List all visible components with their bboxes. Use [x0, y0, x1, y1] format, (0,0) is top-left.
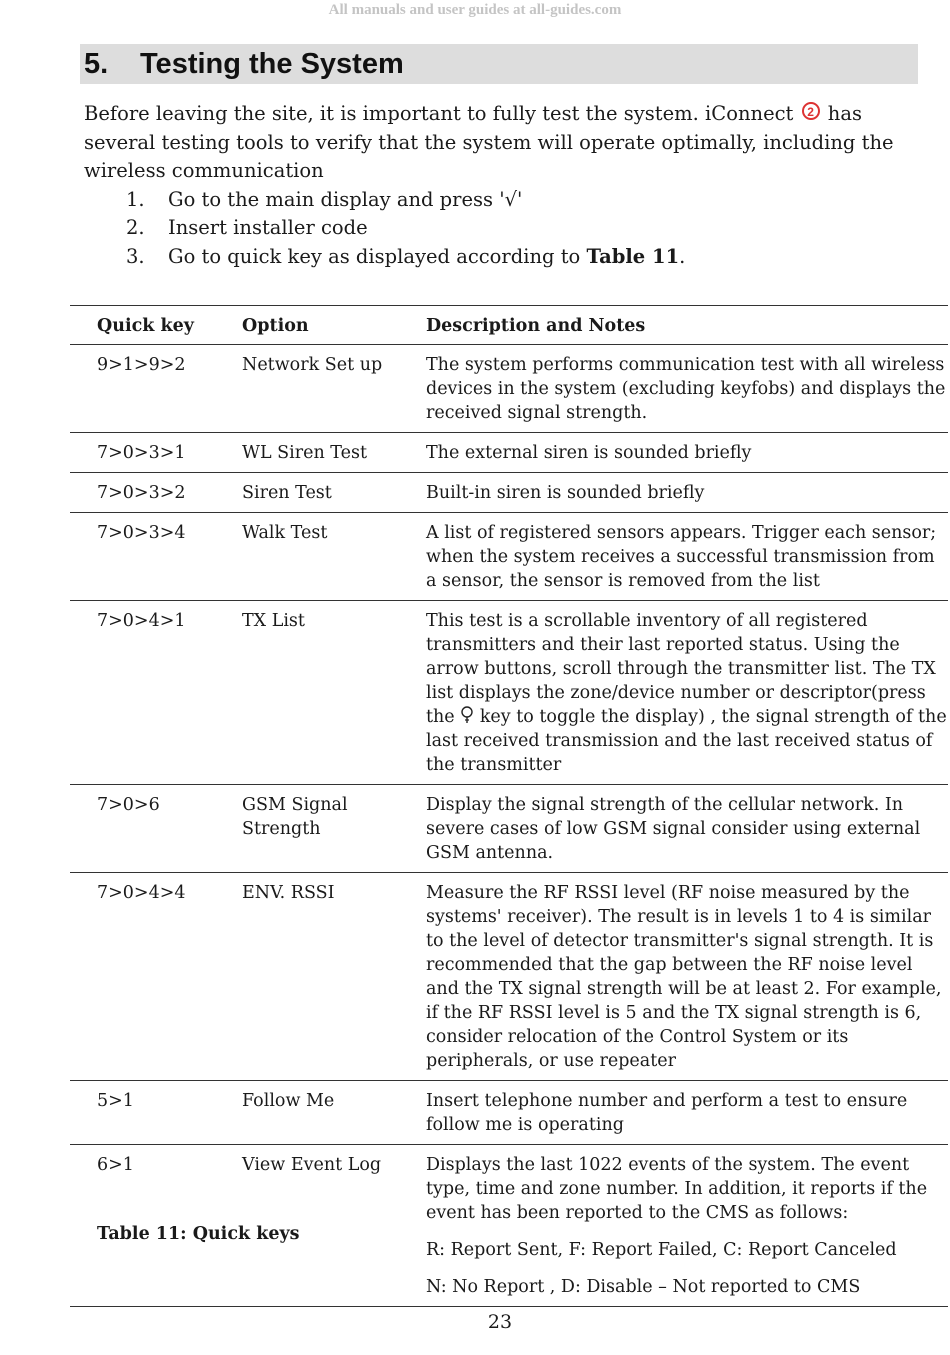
header-option: Option: [242, 316, 309, 336]
header-description: Description and Notes: [426, 316, 646, 336]
cell-quick-key: 6>1: [97, 1155, 134, 1175]
table-header-row: [70, 306, 948, 345]
step-text: Insert installer code: [168, 216, 368, 239]
bulb-key-icon: [460, 706, 474, 724]
step-number: 1.: [126, 187, 145, 211]
cell-quick-key: 7>0>4>1: [97, 611, 186, 631]
intro-text-2: has several testing tools to verify that the system will operate optimally, including the wireless communication: [84, 102, 894, 182]
cell-description: Display the signal strength of the cellular network. In severe cases of low GSM signal consider using external GSM antenna.: [426, 795, 921, 863]
steps-list: [84, 186, 914, 272]
table-caption: Table 11: Quick keys: [97, 1224, 300, 1244]
step-item: [84, 243, 914, 272]
cell-option: Walk Test: [242, 523, 328, 543]
step-text-start: Go to quick key as displayed according to: [168, 244, 587, 268]
cell-description: Measure the RF RSSI level (RF noise measured by the systems' receiver). The result is in levels 1 to 4 is similar to the level of detector transmitter's signal strength. It is recommended that the gap between the RF noise level and the TX signal strength will be at least 2. For example, if the RF RSSI level is 5 and the TX signal strength is 6, consider relocation of the Control System or its peripherals, or use repeater: [426, 883, 942, 1071]
description-line: R: Report Sent, F: Report Failed, C: Report Canceled: [426, 1240, 897, 1260]
step-number: 2.: [126, 216, 145, 239]
quick-keys-table-wrap: [70, 305, 948, 1307]
section-title: Testing the System: [140, 47, 404, 80]
page-number: 23: [487, 1311, 513, 1333]
cell-option: GSM Signal Strength: [242, 795, 348, 839]
iconnect-logo-icon: 2: [802, 102, 820, 120]
cell-description: A list of registered sensors appears. Trigger each sensor; when the system receives a successful transmission from a sensor, the sensor is removed from the list: [426, 523, 937, 591]
intro-text-1: Before leaving the site, it is important to fully test the system. iConnect: [84, 102, 794, 125]
description-text-end: key to toggle the display) , the signal strength of the last received transmission and the last received status of the transmitter: [426, 707, 947, 775]
table-row: [70, 1081, 948, 1145]
intro-paragraph: [84, 100, 914, 186]
cell-quick-key: 7>0>3>2: [97, 483, 186, 503]
cell-quick-key: 9>1>9>2: [97, 355, 186, 375]
cell-option: Siren Test: [242, 483, 332, 503]
cell-description: [426, 601, 948, 785]
cell-quick-key: 5>1: [97, 1091, 134, 1111]
cell-description: The system performs communication test with all wireless devices in the system (excluding keyfobs) and displays the received signal strength.: [426, 355, 946, 423]
step-item: [84, 186, 914, 215]
table-row: [70, 601, 948, 785]
table-row: [70, 433, 948, 473]
cell-description: Built-in siren is sounded briefly: [426, 483, 705, 503]
cell-option: WL Siren Test: [242, 443, 367, 463]
table-row: [70, 345, 948, 433]
description-line: N: No Report , D: Disable – Not reported to CMS: [426, 1277, 861, 1297]
cell-option: Network Set up: [242, 355, 383, 375]
step-number: 3.: [126, 244, 145, 268]
cell-quick-key: 7>0>3>1: [97, 443, 186, 463]
table-reference: Table 11: [586, 244, 680, 268]
step-text-end: .: [679, 244, 686, 268]
step-item: [84, 214, 914, 243]
cell-quick-key: 7>0>3>4: [97, 523, 186, 543]
intro-block: [84, 100, 914, 271]
table-row: [70, 873, 948, 1081]
table-row: [70, 473, 948, 513]
section-number: 5.: [84, 47, 109, 80]
cell-quick-key: 7>0>4>4: [97, 883, 186, 903]
cell-option: ENV. RSSI: [242, 883, 335, 903]
cell-option: View Event Log: [242, 1155, 382, 1175]
cell-description: Insert telephone number and perform a test to ensure follow me is operating: [426, 1091, 908, 1135]
description-line: Displays the last 1022 events of the system. The event type, time and zone number. In addition, it reports if the event has been reported to the CMS as follows:: [426, 1155, 928, 1223]
quick-keys-table: [70, 305, 948, 1307]
table-row: [70, 785, 948, 873]
cell-option: Follow Me: [242, 1091, 335, 1111]
table-row: [70, 513, 948, 601]
header-quick-key: Quick key: [97, 316, 194, 336]
step-text: Go to the main display and press '√': [168, 187, 523, 211]
cell-description: The external siren is sounded briefly: [426, 443, 752, 463]
step-text: [168, 243, 685, 272]
cell-quick-key: 7>0>6: [97, 795, 160, 815]
cell-option: TX List: [242, 611, 305, 631]
cell-description: [426, 1145, 948, 1307]
section-header: [80, 44, 918, 84]
watermark: All manuals and user guides at all-guides.com: [328, 2, 622, 18]
description-text-start: This test is a scrollable inventory of all registered transmitters and their last reported status. Using the arrow buttons, scroll through the transmitter list. The TX list displays the zone/device number or descriptor(press the: [426, 611, 936, 727]
